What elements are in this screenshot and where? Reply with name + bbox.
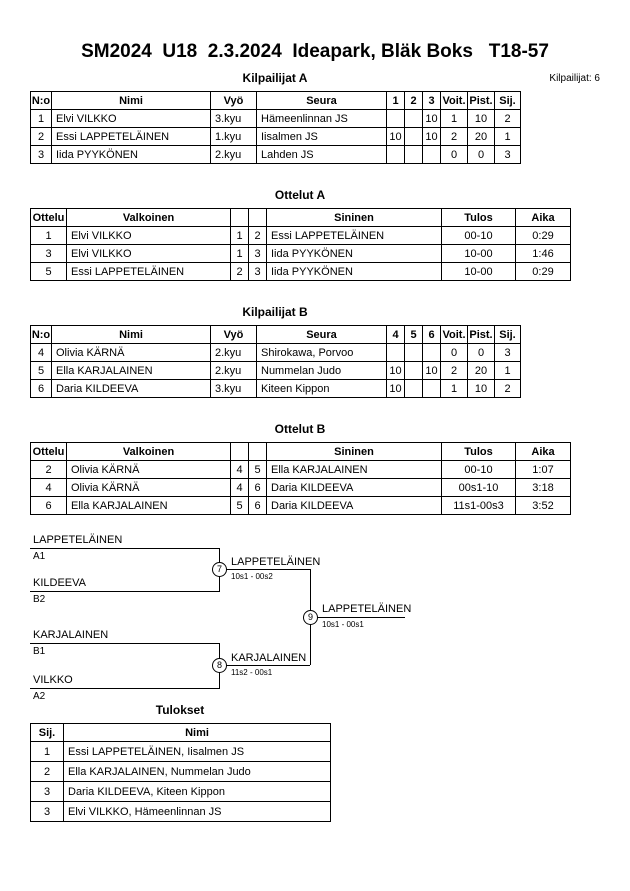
cell-nimi: Daria KILDEEVA xyxy=(52,380,211,398)
cell-white-no: 4 xyxy=(231,479,249,497)
cell-blue-no: 6 xyxy=(249,479,267,497)
bracket-line-h xyxy=(310,617,405,618)
match-row xyxy=(31,479,571,497)
section-heading-ottelut-b: Ottelut B xyxy=(274,422,326,436)
cell-white-name: Elvi VILKKO xyxy=(67,245,231,263)
col-header-blue-no xyxy=(249,443,267,461)
cell-blue-no: 3 xyxy=(249,245,267,263)
cell-vyo: 2.kyu xyxy=(211,362,257,380)
cell-blue-name: Essi LAPPETELÄINEN xyxy=(267,227,442,245)
competitor-row xyxy=(31,128,521,146)
cell-score-vs-3: 10 xyxy=(423,110,441,128)
bracket-score: 10s1 - 00s2 xyxy=(231,572,273,581)
cell-blue-no: 2 xyxy=(249,227,267,245)
cell-white-no: 5 xyxy=(231,497,249,515)
match-row xyxy=(31,227,571,245)
col-header-sij: Sij. xyxy=(495,326,521,344)
cell-seura: Lahden JS xyxy=(257,146,387,164)
cell-result: 11s1-00s3 xyxy=(442,497,516,515)
competitor-row xyxy=(31,380,521,398)
cell-white-no: 4 xyxy=(231,461,249,479)
cell-score-vs-6 xyxy=(423,344,441,362)
col-header-nimi: Nimi xyxy=(64,724,331,742)
cell-result: 10-00 xyxy=(442,263,516,281)
cell-score-vs-6 xyxy=(423,380,441,398)
bracket-seed: B2 xyxy=(33,594,46,605)
cell-time: 1:07 xyxy=(516,461,571,479)
section-heading-ottelut-a: Ottelut A xyxy=(274,188,326,202)
cell-voit: 0 xyxy=(441,146,468,164)
kilpailijat-a-heading-row xyxy=(30,71,600,86)
cell-score-vs-5 xyxy=(405,344,423,362)
table-header-row xyxy=(31,209,571,227)
cell-nimi: Ella KARJALAINEN xyxy=(52,362,211,380)
cell-white-name: Elvi VILKKO xyxy=(67,227,231,245)
tulokset-table xyxy=(30,723,331,822)
cell-white-name: Essi LAPPETELÄINEN xyxy=(67,263,231,281)
bracket-match-circle: 7 xyxy=(212,562,227,577)
bracket-player-name: KILDEEVA xyxy=(33,577,86,589)
cell-sij: 3 xyxy=(31,802,64,822)
ottelut-a-table xyxy=(30,208,571,281)
cell-no: 6 xyxy=(31,380,52,398)
cell-match-no: 1 xyxy=(31,227,67,245)
bracket-seed: A2 xyxy=(33,691,46,702)
elimination-bracket xyxy=(30,531,600,703)
cell-seura: Hämeenlinnan JS xyxy=(257,110,387,128)
cell-seura: Nummelan Judo xyxy=(257,362,387,380)
col-header-valkoinen: Valkoinen xyxy=(67,209,231,227)
cell-match-no: 6 xyxy=(31,497,67,515)
col-header-blue-no xyxy=(249,209,267,227)
cell-time: 0:29 xyxy=(516,227,571,245)
section-heading-kilpailijat-b: Kilpailijat B xyxy=(242,305,308,319)
kilpailijat-a-table xyxy=(30,91,521,164)
cell-no: 3 xyxy=(31,146,52,164)
cell-sij: 3 xyxy=(495,344,521,362)
cell-seura: Shirokawa, Porvoo xyxy=(257,344,387,362)
bracket-line-h xyxy=(219,665,310,666)
bracket-line-h xyxy=(30,591,220,592)
cell-score-vs-3: 10 xyxy=(423,128,441,146)
col-header-valkoinen: Valkoinen xyxy=(67,443,231,461)
cell-time: 3:18 xyxy=(516,479,571,497)
cell-sij: 1 xyxy=(31,742,64,762)
col-header-no: N:o xyxy=(31,326,52,344)
bracket-line-h xyxy=(219,569,310,570)
col-header-opp-5: 5 xyxy=(405,326,423,344)
bracket-line-h xyxy=(30,643,220,644)
cell-score-vs-1: 10 xyxy=(387,128,405,146)
cell-voit: 2 xyxy=(441,128,468,146)
bracket-player-name: KARJALAINEN xyxy=(33,629,109,641)
cell-voit: 2 xyxy=(441,362,468,380)
competitor-row xyxy=(31,146,521,164)
cell-score-vs-2 xyxy=(405,146,423,164)
cell-result: 10-00 xyxy=(442,245,516,263)
col-header-voit: Voit. xyxy=(441,326,468,344)
cell-seura: Iisalmen JS xyxy=(257,128,387,146)
cell-white-name: Ella KARJALAINEN xyxy=(67,497,231,515)
col-header-sij: Sij. xyxy=(31,724,64,742)
cell-score-vs-4: 10 xyxy=(387,362,405,380)
cell-white-no: 1 xyxy=(231,245,249,263)
col-header-vyo: Vyö xyxy=(211,92,257,110)
cell-voit: 1 xyxy=(441,380,468,398)
competitor-row xyxy=(31,362,521,380)
col-header-opp-3: 3 xyxy=(423,92,441,110)
table-header-row xyxy=(31,443,571,461)
bracket-seed: A1 xyxy=(33,551,46,562)
cell-score-vs-5 xyxy=(405,362,423,380)
col-header-opp-6: 6 xyxy=(423,326,441,344)
cell-time: 0:29 xyxy=(516,263,571,281)
cell-pist: 10 xyxy=(468,110,495,128)
cell-score-vs-5 xyxy=(405,380,423,398)
cell-blue-name: Iida PYYKÖNEN xyxy=(267,263,442,281)
cell-no: 1 xyxy=(31,110,52,128)
competitor-row xyxy=(31,110,521,128)
cell-score-vs-1 xyxy=(387,110,405,128)
col-header-opp-2: 2 xyxy=(405,92,423,110)
cell-time: 3:52 xyxy=(516,497,571,515)
cell-pist: 0 xyxy=(468,344,495,362)
cell-score-vs-4 xyxy=(387,344,405,362)
bracket-player-name: VILKKO xyxy=(33,674,73,686)
result-row xyxy=(31,802,331,822)
col-header-ottelu: Ottelu xyxy=(31,443,67,461)
col-header-tulos: Tulos xyxy=(442,209,516,227)
cell-blue-no: 6 xyxy=(249,497,267,515)
cell-score-vs-1 xyxy=(387,146,405,164)
col-header-opp-1: 1 xyxy=(387,92,405,110)
bracket-winner-name: KARJALAINEN xyxy=(231,652,307,664)
cell-pist: 20 xyxy=(468,128,495,146)
cell-result: 00s1-10 xyxy=(442,479,516,497)
match-row xyxy=(31,263,571,281)
col-header-nimi: Nimi xyxy=(52,92,211,110)
cell-white-name: Olivia KÄRNÄ xyxy=(67,461,231,479)
bracket-match-circle: 8 xyxy=(212,658,227,673)
col-header-vyo: Vyö xyxy=(211,326,257,344)
cell-sij: 2 xyxy=(495,110,521,128)
cell-match-no: 5 xyxy=(31,263,67,281)
cell-vyo: 3.kyu xyxy=(211,110,257,128)
cell-pist: 0 xyxy=(468,146,495,164)
col-header-sij: Sij. xyxy=(495,92,521,110)
col-header-no: N:o xyxy=(31,92,52,110)
cell-blue-name: Daria KILDEEVA xyxy=(267,479,442,497)
bracket-winner-name: LAPPETELÄINEN xyxy=(231,556,321,568)
cell-white-no: 2 xyxy=(231,263,249,281)
cell-no: 4 xyxy=(31,344,52,362)
cell-white-name: Olivia KÄRNÄ xyxy=(67,479,231,497)
col-header-nimi: Nimi xyxy=(52,326,211,344)
cell-nimi: Daria KILDEEVA, Kiteen Kippon xyxy=(64,782,331,802)
section-heading-tulokset: Tulokset xyxy=(155,703,205,717)
cell-vyo: 2.kyu xyxy=(211,344,257,362)
col-header-pist: Pist. xyxy=(468,326,495,344)
cell-blue-name: Ella KARJALAINEN xyxy=(267,461,442,479)
cell-nimi: Essi LAPPETELÄINEN xyxy=(52,128,211,146)
bracket-player-name: LAPPETELÄINEN xyxy=(33,534,123,546)
cell-nimi: Iida PYYKÖNEN xyxy=(52,146,211,164)
cell-no: 2 xyxy=(31,128,52,146)
bracket-score: 10s1 - 00s1 xyxy=(322,620,364,629)
bracket-match-circle: 9 xyxy=(303,610,318,625)
cell-sij: 2 xyxy=(495,380,521,398)
cell-vyo: 2.kyu xyxy=(211,146,257,164)
table-header-row xyxy=(31,92,521,110)
cell-blue-no: 3 xyxy=(249,263,267,281)
cell-seura: Kiteen Kippon xyxy=(257,380,387,398)
table-header-row xyxy=(31,724,331,742)
cell-blue-no: 5 xyxy=(249,461,267,479)
cell-score-vs-3 xyxy=(423,146,441,164)
bracket-winner-name: LAPPETELÄINEN xyxy=(322,603,412,615)
col-header-white-no xyxy=(231,443,249,461)
cell-score-vs-4: 10 xyxy=(387,380,405,398)
cell-score-vs-2 xyxy=(405,110,423,128)
cell-score-vs-6: 10 xyxy=(423,362,441,380)
col-header-white-no xyxy=(231,209,249,227)
cell-no: 5 xyxy=(31,362,52,380)
col-header-opp-4: 4 xyxy=(387,326,405,344)
cell-match-no: 3 xyxy=(31,245,67,263)
cell-sij: 1 xyxy=(495,128,521,146)
cell-score-vs-2 xyxy=(405,128,423,146)
cell-time: 1:46 xyxy=(516,245,571,263)
cell-sij: 1 xyxy=(495,362,521,380)
cell-result: 00-10 xyxy=(442,461,516,479)
page-title: SM2024 U18 2.3.2024 Ideapark, Bläk Boks T18-57 xyxy=(81,41,549,62)
cell-vyo: 3.kyu xyxy=(211,380,257,398)
cell-voit: 1 xyxy=(441,110,468,128)
match-row xyxy=(31,497,571,515)
cell-voit: 0 xyxy=(441,344,468,362)
col-header-aika: Aika xyxy=(516,443,571,461)
col-header-ottelu: Ottelu xyxy=(31,209,67,227)
col-header-seura: Seura xyxy=(257,326,387,344)
cell-nimi: Essi LAPPETELÄINEN, Iisalmen JS xyxy=(64,742,331,762)
table-header-row xyxy=(31,326,521,344)
competitors-count: Kilpailijat: 6 xyxy=(549,73,600,84)
cell-nimi: Elvi VILKKO xyxy=(52,110,211,128)
result-row xyxy=(31,762,331,782)
cell-nimi: Ella KARJALAINEN, Nummelan Judo xyxy=(64,762,331,782)
cell-nimi: Elvi VILKKO, Hämeenlinnan JS xyxy=(64,802,331,822)
competitor-row xyxy=(31,344,521,362)
col-header-sininen: Sininen xyxy=(267,209,442,227)
result-row xyxy=(31,782,331,802)
cell-sij: 3 xyxy=(495,146,521,164)
col-header-seura: Seura xyxy=(257,92,387,110)
cell-match-no: 2 xyxy=(31,461,67,479)
cell-sij: 3 xyxy=(31,782,64,802)
col-header-pist: Pist. xyxy=(468,92,495,110)
col-header-sininen: Sininen xyxy=(267,443,442,461)
cell-nimi: Olivia KÄRNÄ xyxy=(52,344,211,362)
col-header-tulos: Tulos xyxy=(442,443,516,461)
cell-result: 00-10 xyxy=(442,227,516,245)
match-row xyxy=(31,461,571,479)
bracket-line-h xyxy=(30,548,220,549)
cell-pist: 10 xyxy=(468,380,495,398)
cell-blue-name: Daria KILDEEVA xyxy=(267,497,442,515)
bracket-score: 11s2 - 00s1 xyxy=(231,668,273,677)
bracket-seed: B1 xyxy=(33,646,46,657)
section-heading-kilpailijat-a: Kilpailijat A xyxy=(242,71,308,85)
col-header-aika: Aika xyxy=(516,209,571,227)
bracket-line-h xyxy=(30,688,220,689)
cell-vyo: 1.kyu xyxy=(211,128,257,146)
col-header-voit: Voit. xyxy=(441,92,468,110)
cell-blue-name: Iida PYYKÖNEN xyxy=(267,245,442,263)
cell-sij: 2 xyxy=(31,762,64,782)
result-row xyxy=(31,742,331,762)
cell-match-no: 4 xyxy=(31,479,67,497)
cell-white-no: 1 xyxy=(231,227,249,245)
ottelut-b-table xyxy=(30,442,571,515)
cell-pist: 20 xyxy=(468,362,495,380)
match-row xyxy=(31,245,571,263)
kilpailijat-b-table xyxy=(30,325,521,398)
